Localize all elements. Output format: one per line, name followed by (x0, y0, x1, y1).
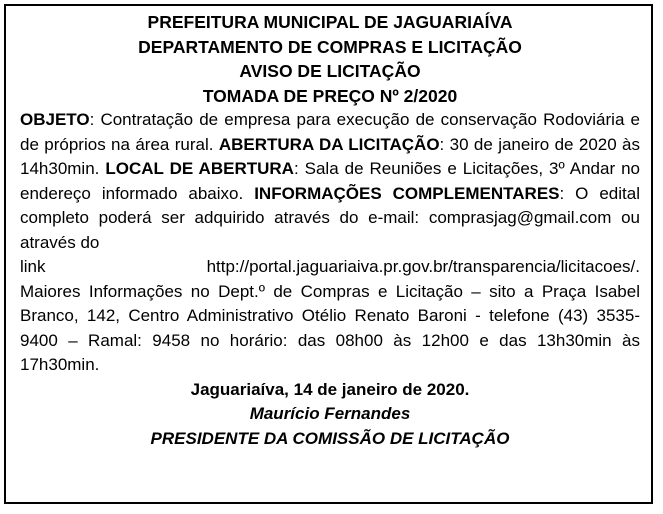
local-label: LOCAL DE ABERTURA (105, 159, 294, 178)
contact-info: Maiores Informações no Dept.º de Compras e Licitação – sito a Praça Isabel Branco, 142, Centro Administrativo Otélio Renato Baroni - telefone (43) 3535-9400 – Ramal: 9458 no horário: das 08h00 às 12h00 e das 13h30min às 17h30min. (20, 281, 640, 374)
header-municipality: PREFEITURA MUNICIPAL DE JAGUARIAÍVA (147, 12, 513, 32)
notice-content (20, 10, 640, 451)
info-label: INFORMAÇÕES COMPLEMENTARES (254, 183, 560, 203)
objeto-label: OBJETO (20, 110, 90, 129)
local-text: : Sala de Reuniões e Licitações, 3º Andar no endereço informado abaixo. (20, 159, 640, 203)
info-text: : O edital completo poderá ser adquirido através do e-mail: comprasjag@gmail.com ou através do (20, 183, 640, 252)
notice-body (20, 108, 640, 255)
header-tender-number: TOMADA DE PREÇO Nº 2/2020 (202, 85, 458, 106)
link-url[interactable]: http://portal.jaguariaiva.pr.gov.br/transparencia/licitacoes/. (206, 257, 640, 276)
signature-date: Jaguariaíva, 14 de janeiro de 2020. (190, 379, 470, 399)
header-department: DEPARTAMENTO DE COMPRAS E LICITAÇÃO (138, 36, 522, 57)
signature-role: PRESIDENTE DA COMISSÃO DE LICITAÇÃO (150, 428, 510, 448)
link-word: link (20, 257, 46, 276)
abertura-label: ABERTURA DA LICITAÇÃO (218, 134, 440, 154)
abertura-text: : 30 de janeiro de 2020 às 14h30min. (20, 134, 641, 178)
header-notice-type: AVISO DE LICITAÇÃO (239, 61, 421, 81)
signature-name: Maurício Fernandes (249, 404, 411, 423)
link-line (20, 255, 640, 280)
objeto-text: : Contratação de empresa para execução de conservação Rodoviária e de próprios na área rural. (20, 110, 640, 154)
